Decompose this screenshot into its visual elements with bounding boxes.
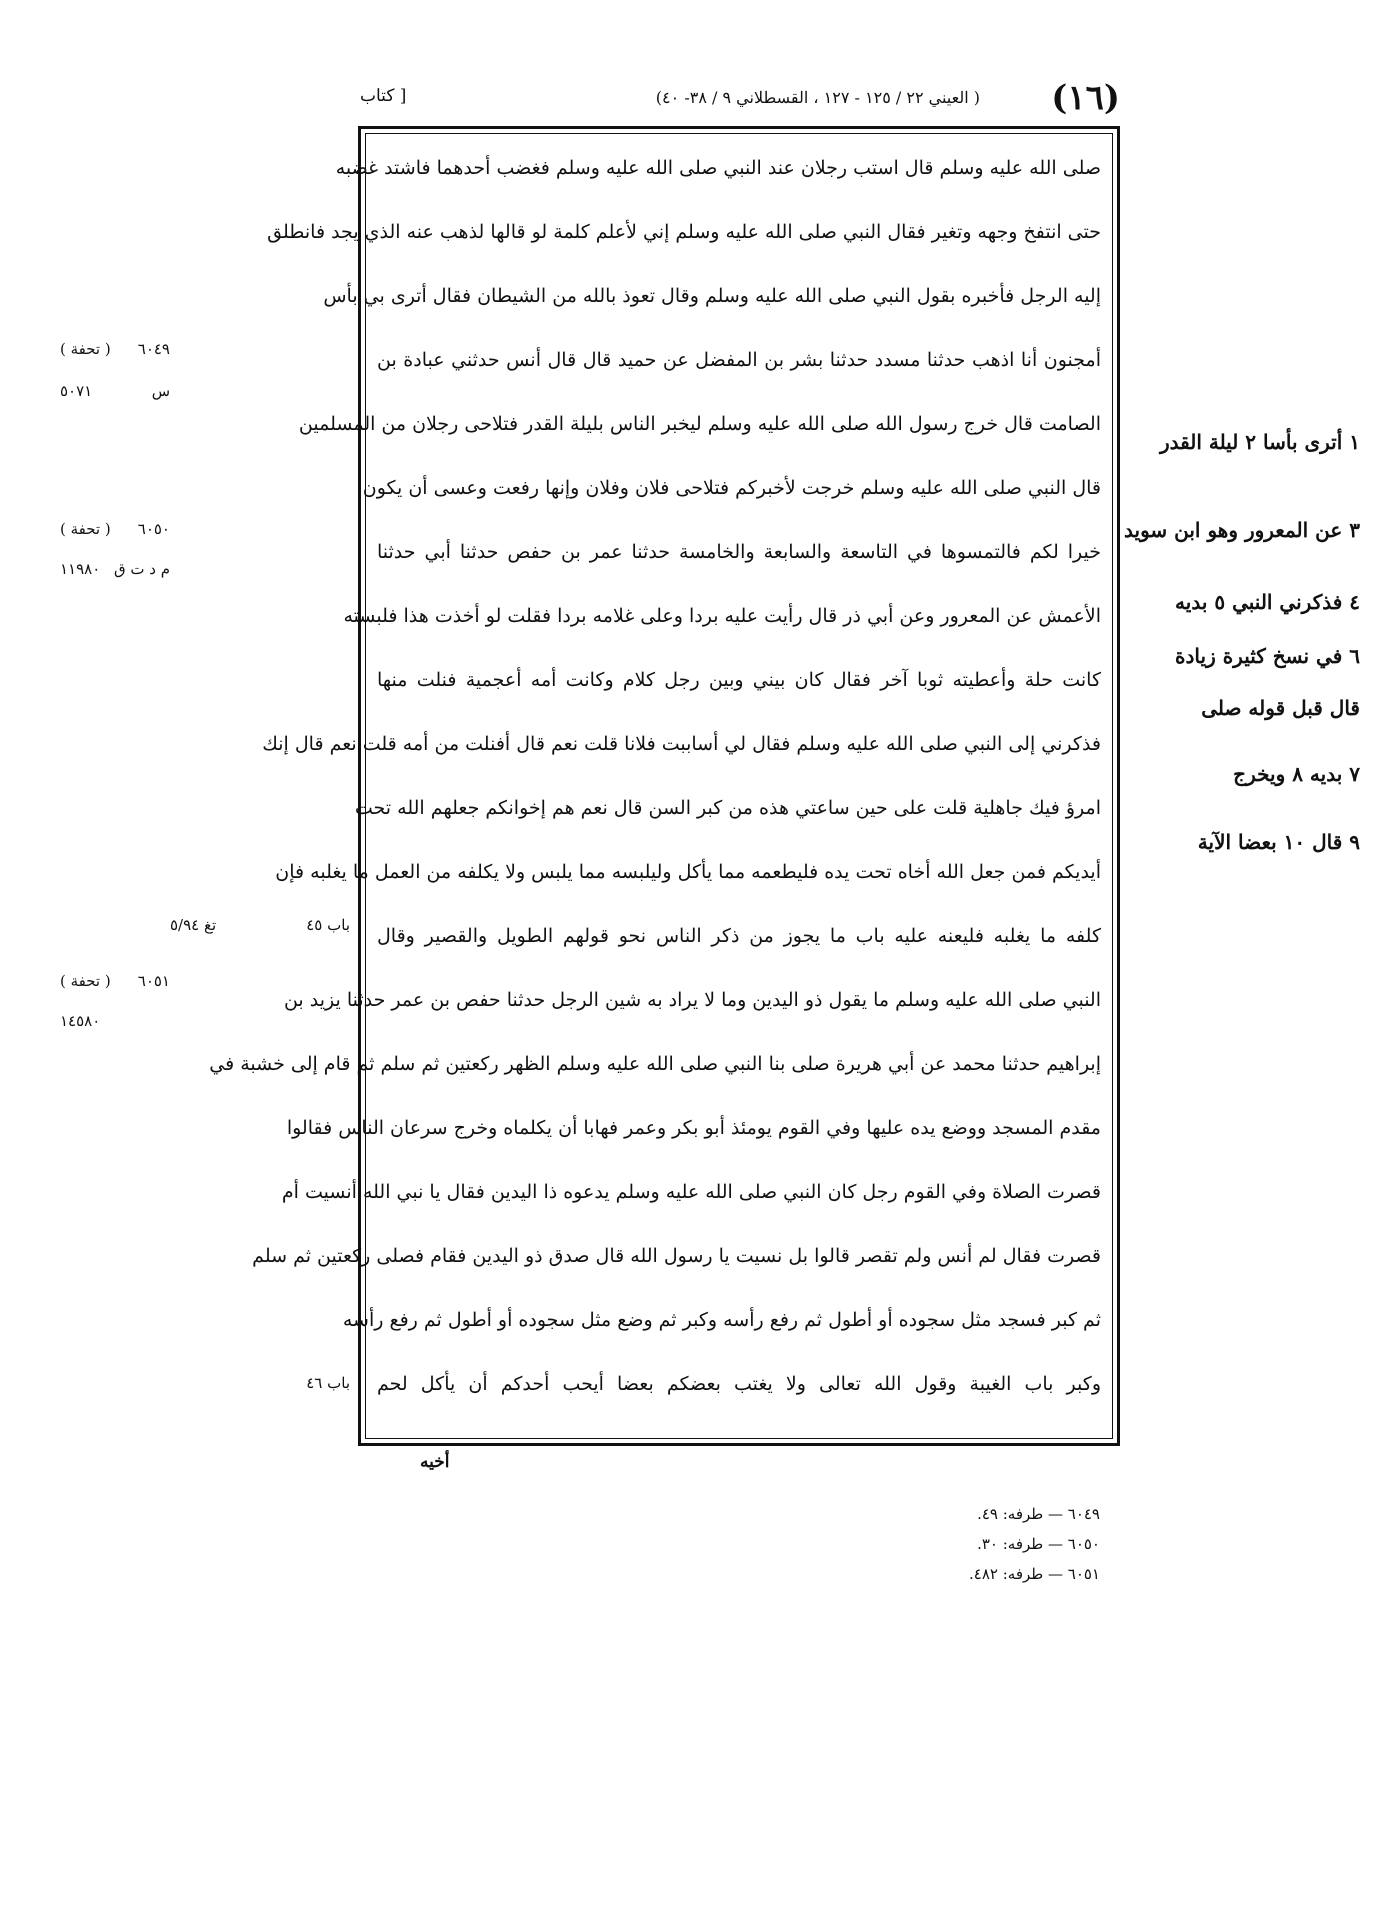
margin-ref [60,972,350,994]
ref-number: ٦٠٤٩ [137,340,170,358]
ref-label: ( تحفة ) [60,972,111,990]
catchword: أخيه [420,1452,450,1472]
text-line: إليه الرجل فأخبره بقول النبي صلى الله عليه وسلم وقال تعوذ بالله من الشيطان فقال أترى بي بأس [323,285,1101,307]
variant-note: ٩ قال ١٠ بعضا الآية [1197,830,1360,854]
variant-note: ٧ بديه ٨ ويخرج [1233,762,1360,786]
variant-note: قال قبل قوله صلى [1201,696,1360,720]
chapter-ref: باب ٤٥ [306,916,350,934]
text-line: أيديكم فمن جعل الله أخاه تحت يده فليطعمه مما يأكل وليلبسه مما يلبس ولا يكلفه من العمل ما يغلبه فإن [275,861,1101,883]
margin-ref [60,340,350,362]
ref-label: م د ت ق [113,560,170,578]
text-line: مقدم المسجد ووضع يده عليها وفي القوم يومئذ أبو بكر وعمر فهابا أن يكلماه وخرج سرعان الناس فقالوا [286,1117,1101,1139]
text-line: صلى الله عليه وسلم قال استب رجلان عند النبي صلى الله عليه وسلم فغضب أحدهما فاشتد غضبه [335,157,1101,179]
text-line: امرؤ فيك جاهلية قلت على حين ساعتي هذه من كبر السن قال نعم هم إخوانكم جعلهم الله تحت [354,797,1101,819]
ref-label: ( تحفة ) [60,520,111,538]
text-line: كلفه ما يغلبه فليعنه عليه باب ما يجوز من ذكر الناس نحو قولهم الطويل والقصير وقال [377,925,1101,947]
ref-number: ٥٠٧١ [60,382,93,400]
text-line: النبي صلى الله عليه وسلم ما يقول ذو اليدين وما لا يراد به شين الرجل حدثنا حفص بن عمر حدثنا يزيد بن [283,989,1101,1011]
footnote: ٦٠٥١ — طرفه: ٤٨٢. [969,1565,1100,1583]
margin-ref [60,560,350,582]
text-line: كانت حلة وأعطيته ثوبا آخر فقال كان بيني وبين رجل كلام وكانت أمه أعجمية فنلت منها [377,669,1101,691]
variant-note: ١ أترى بأسا ٢ ليلة القدر [1159,430,1360,454]
text-line: ثم كبر فسجد مثل سجوده أو أطول ثم رفع رأسه وكبر ثم وضع مثل سجوده أو أطول ثم رفع رأسه [342,1309,1101,1331]
book-label: [ كتاب [360,86,407,106]
footnote: ٦٠٥٠ — طرفه: ٣٠. [977,1535,1100,1553]
text-line: وكبر باب الغيبة وقول الله تعالى ولا يغتب بعضكم بعضا أيحب أحدكم أن يأكل لحم [377,1373,1101,1395]
left-margin-references [60,0,350,1930]
text-line: الصامت قال خرج رسول الله صلى الله عليه وسلم ليخبر الناس بليلة القدر فتلاحى رجلان من المسلمين [298,413,1101,435]
page-number: (١٦) [1051,78,1120,118]
ref-number: ٦٠٥٠ [137,520,170,538]
text-line: حتى انتفخ وجهه وتغير فقال النبي صلى الله عليه وسلم إني لأعلم كلمة لو قالها لذهب عنه الذي يجد فانطلق [267,221,1101,243]
margin-ref [60,1012,350,1034]
ref-label: تغ ٥/٩٤ [170,916,217,934]
text-line: قال النبي صلى الله عليه وسلم خرجت لأخبركم فتلاحى فلان وفلان وإنها رفعت وعسى أن يكون [362,477,1101,499]
footnote: ٦٠٤٩ — طرفه: ٤٩. [977,1505,1100,1523]
right-margin-variants [1125,390,1360,910]
ref-number: ١١٩٨٠ [60,560,101,578]
text-line: قصرت فقال لم أنس ولم تقصر قالوا بل نسيت يا رسول الله قال صدق ذو اليدين فقام فصلى ركعتين ثم سلم [252,1245,1101,1267]
text-line: أمجنون أنا اذهب حدثنا مسدد حدثنا بشر بن المفضل عن حميد قال قال أنس حدثني عبادة بن [377,349,1101,371]
chapter-ref: باب ٤٦ [306,1374,350,1392]
variant-note: ٦ في نسخ كثيرة زيادة [1175,644,1360,668]
ref-number: ١٤٥٨٠ [60,1012,101,1030]
text-line: إبراهيم حدثنا محمد عن أبي هريرة صلى بنا النبي صلى الله عليه وسلم الظهر ركعتين ثم سلم ثم قام إلى خشبة في [209,1053,1101,1075]
running-title: ( العيني ٢٢ / ١٢٥ - ١٢٧ ، القسطلاني ٩ / ٣٨- ٤٠) [655,88,980,107]
variant-note: ٤ فذكرني النبي ٥ بديه [1175,590,1360,614]
ref-label: ( تحفة ) [60,340,111,358]
ref-label: س [151,382,170,400]
variant-note: ٣ عن المعرور وهو ابن سويد [1124,518,1360,542]
text-line: قصرت الصلاة وفي القوم رجل كان النبي صلى الله عليه وسلم يدعوه ذا اليدين فقال يا نبي الله أنسيت أم [281,1181,1101,1203]
ref-number: ٦٠٥١ [137,972,170,990]
margin-ref [60,1374,350,1396]
text-line: فذكرني إلى النبي صلى الله عليه وسلم فقال لي أساببت فلانا قلت نعم قال أفنلت من أمه قلت نعم قال إنك [262,733,1101,755]
text-line: الأعمش عن المعرور وعن أبي ذر قال رأيت عليه بردا وعلى غلامه بردا فقلت لو أخذت هذا فلبسته [343,605,1101,627]
margin-ref [60,916,350,938]
margin-ref [60,382,350,404]
margin-ref [60,520,350,542]
page-header [360,78,1120,118]
text-line: خيرا لكم فالتمسوها في التاسعة والسابعة والخامسة حدثنا عمر بن حفص حدثنا أبي حدثنا [377,541,1101,563]
